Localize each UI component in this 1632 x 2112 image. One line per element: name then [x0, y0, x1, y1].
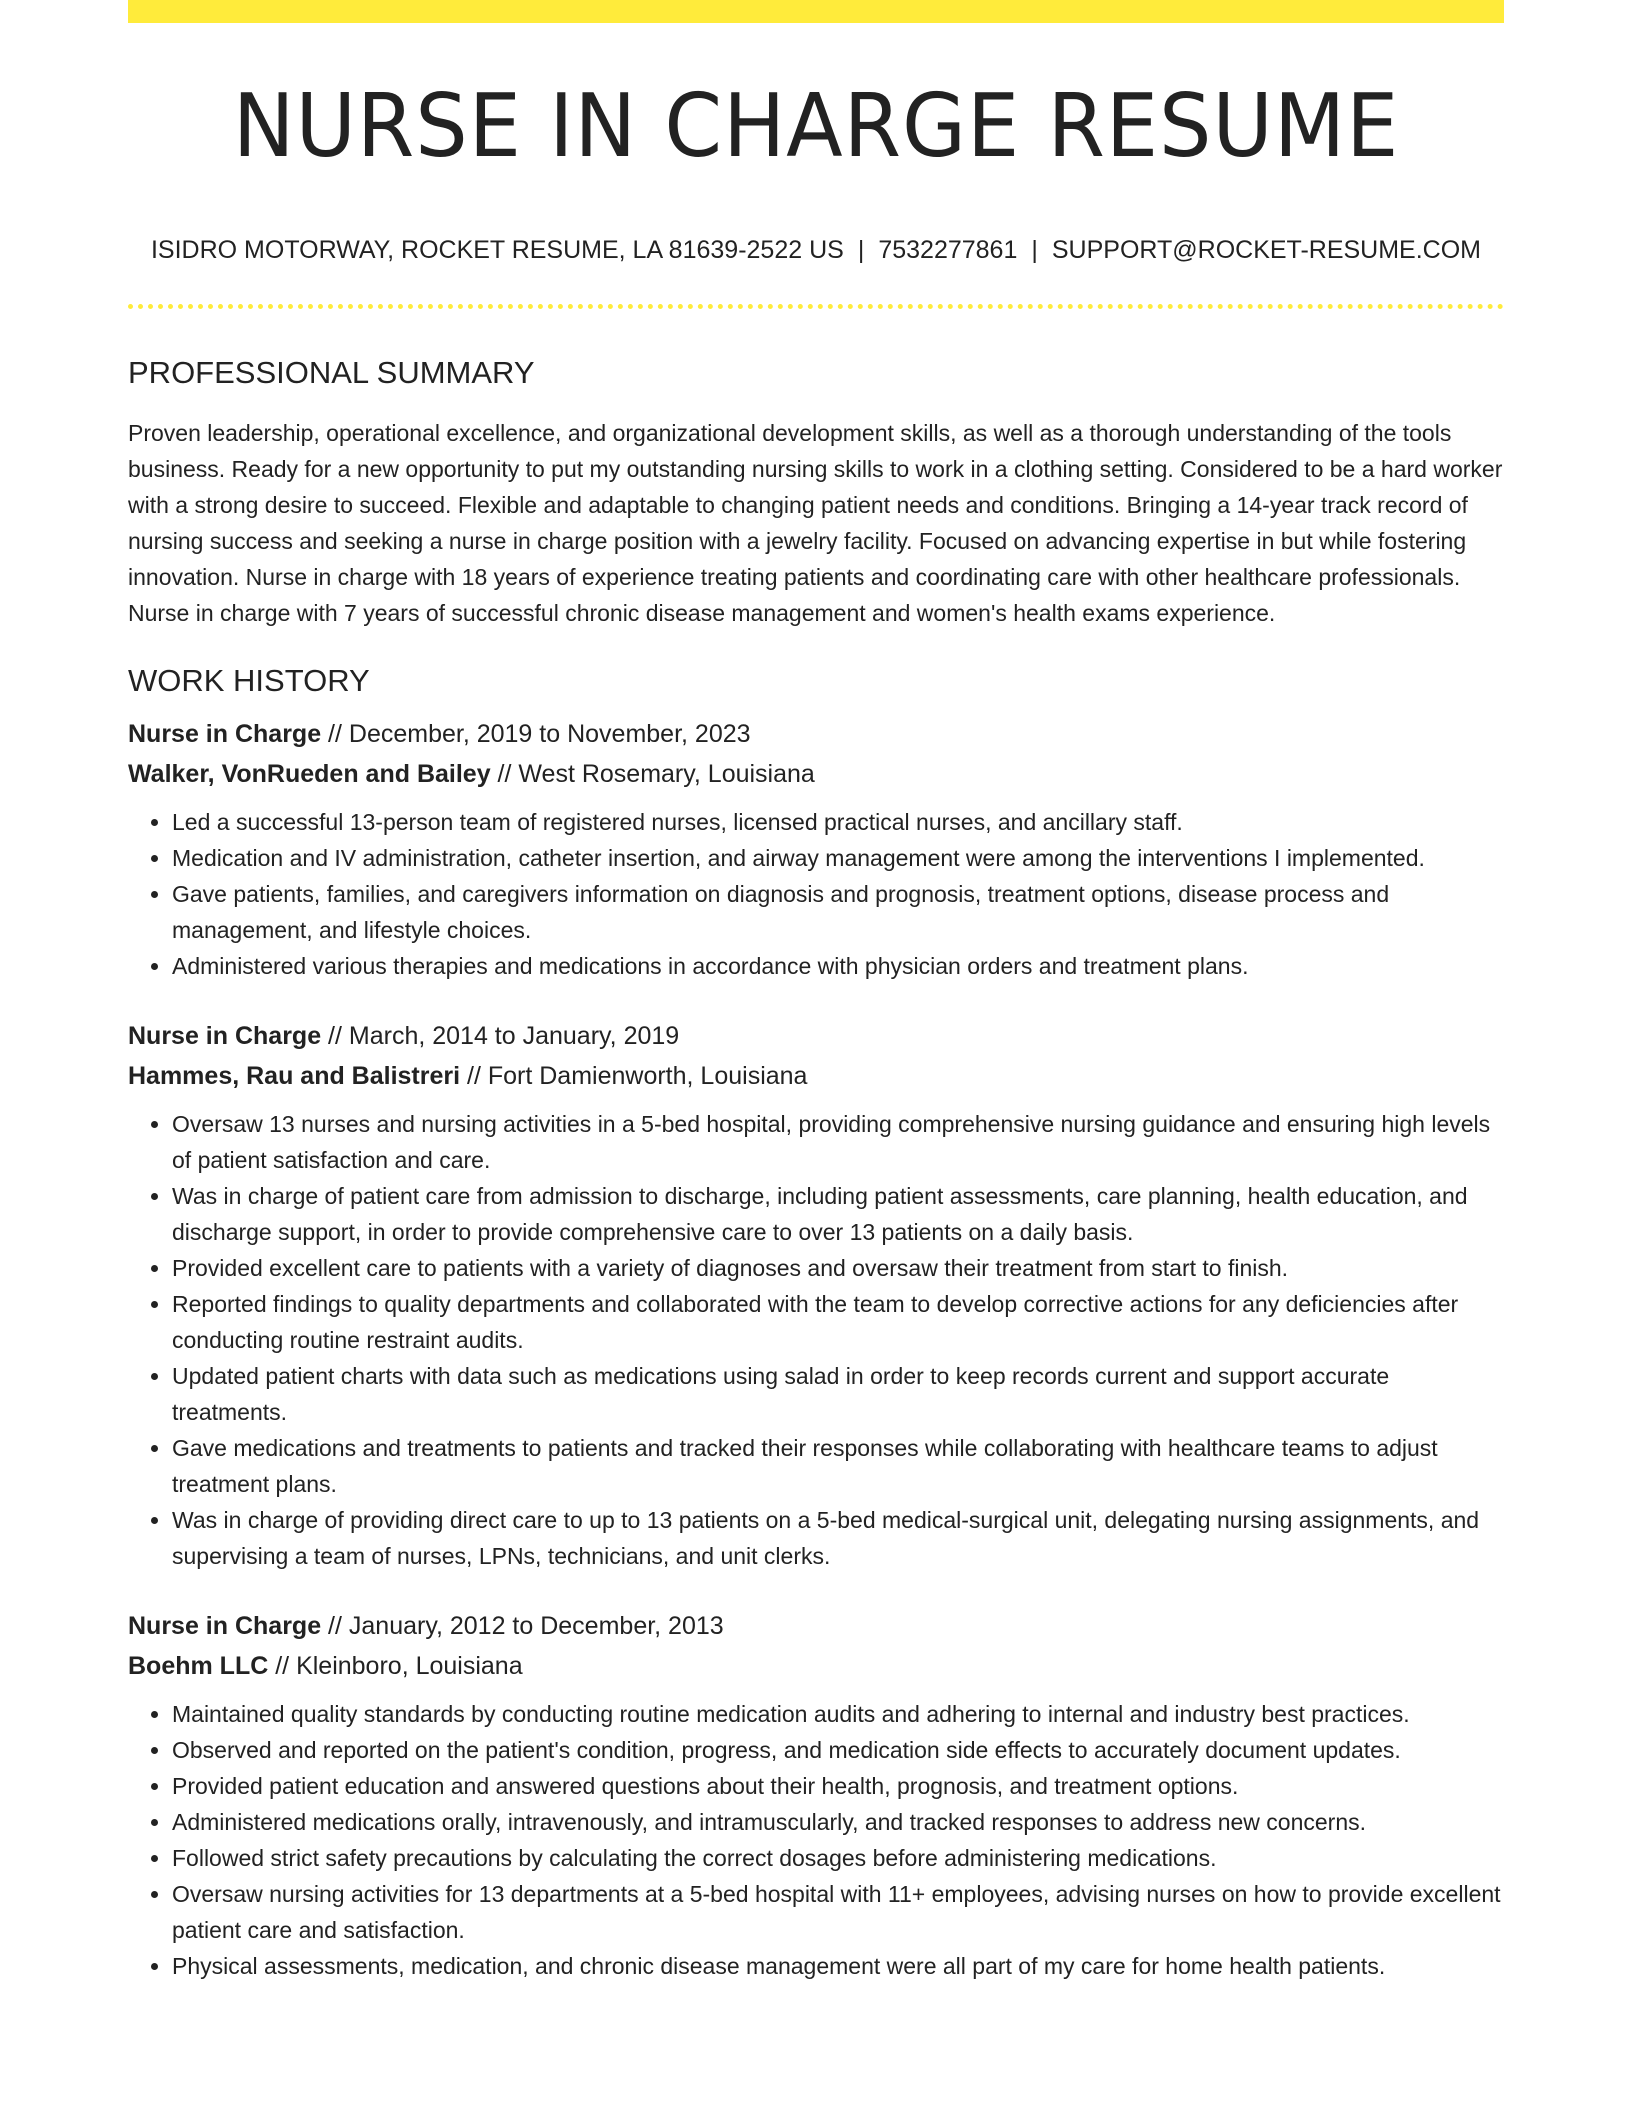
job-company-line: [128, 754, 1504, 794]
job-title-line: [128, 1016, 1504, 1056]
contact-separator: |: [857, 236, 865, 264]
job-bullet: • Administered medications orally, intravenously, and intramuscularly, and tracked responses to address new concerns.: [172, 1804, 1504, 1840]
job-company-line: [128, 1056, 1504, 1096]
job-location: // Kleinboro, Louisiana: [268, 1652, 523, 1680]
job-bullets: [128, 1106, 1504, 1574]
job-bullet: • Physical assessments, medication, and chronic disease management were all part of my care for home health patients.: [172, 1948, 1504, 1984]
job-bullet: • Was in charge of providing direct care to up to 13 patients on a 5-bed medical-surgical unit, delegating nursing assignments, and supervising a team of nurses, LPNs, technicians, and unit clerks.: [172, 1502, 1504, 1574]
job-bullet: • Provided excellent care to patients with a variety of diagnoses and oversaw their treatment from start to finish.: [172, 1250, 1504, 1286]
job-bullet: • Gave patients, families, and caregivers information on diagnosis and prognosis, treatment options, disease process and management, and lifestyle choices.: [172, 876, 1504, 948]
job-title: Nurse in Charge: [128, 1612, 322, 1640]
job-company: Walker, VonRueden and Bailey: [128, 760, 491, 788]
contact-address: ISIDRO MOTORWAY, ROCKET RESUME, LA 81639-2522 US: [150, 236, 844, 264]
contact-line: [128, 236, 1504, 265]
job-bullet: • Administered various therapies and medications in accordance with physician orders and treatment plans.: [172, 948, 1504, 984]
job-dates: // March, 2014 to January, 2019: [321, 1022, 680, 1050]
job-dates: // December, 2019 to November, 2023: [321, 720, 751, 748]
job-bullet: • Gave medications and treatments to patients and tracked their responses while collaborating with healthcare teams to adjust treatment plans.: [172, 1430, 1504, 1502]
job-bullet: • Medication and IV administration, catheter insertion, and airway management were among the interventions I implemented.: [172, 840, 1504, 876]
job-bullet: • Observed and reported on the patient's condition, progress, and medication side effects to accurately document updates.: [172, 1732, 1504, 1768]
job-bullet: • Updated patient charts with data such as medications using salad in order to keep records current and support accurate treatments.: [172, 1358, 1504, 1430]
job-dates: // January, 2012 to December, 2013: [321, 1612, 724, 1640]
job-company: Hammes, Rau and Balistreri: [128, 1062, 461, 1090]
job-title-line: [128, 714, 1504, 754]
top-accent-bar: [128, 0, 1504, 23]
job-entry: [128, 714, 1504, 984]
job-location: // Fort Damienworth, Louisiana: [460, 1062, 808, 1090]
job-bullet: • Maintained quality standards by conducting routine medication audits and adhering to internal and industry best practices.: [172, 1696, 1504, 1732]
job-bullet: • Led a successful 13-person team of registered nurses, licensed practical nurses, and ancillary staff.: [172, 804, 1504, 840]
job-bullet: • Followed strict safety precautions by calculating the correct dosages before administering medications.: [172, 1840, 1504, 1876]
job-bullet: • Oversaw 13 nurses and nursing activities in a 5-bed hospital, providing comprehensive nursing guidance and ensuring high levels of patient satisfaction and care.: [172, 1106, 1504, 1178]
job-company-line: [128, 1646, 1504, 1686]
dotted-divider: [128, 304, 1504, 309]
job-bullet: • Oversaw nursing activities for 13 departments at a 5-bed hospital with 11+ employees, advising nurses on how to provide excellent patient care and satisfaction.: [172, 1876, 1504, 1948]
job-bullet: • Was in charge of patient care from admission to discharge, including patient assessments, care planning, health education, and discharge support, in order to provide comprehensive care to over 13 patients on a daily basis.: [172, 1178, 1504, 1250]
job-entry: [128, 1606, 1504, 1984]
contact-email: SUPPORT@ROCKET-RESUME.COM: [1051, 236, 1482, 264]
job-title: Nurse in Charge: [128, 1022, 322, 1050]
contact-separator: |: [1031, 236, 1038, 264]
work-history-heading: WORK HISTORY: [128, 663, 370, 698]
summary-heading: PROFESSIONAL SUMMARY: [128, 355, 535, 390]
job-title: Nurse in Charge: [128, 720, 322, 748]
resume-page: [128, 0, 1504, 1984]
job-bullet: • Reported findings to quality departments and collaborated with the team to develop corrective actions for any deficiencies after conducting routine restraint audits.: [172, 1286, 1504, 1358]
resume-title: NURSE IN CHARGE RESUME: [232, 75, 1400, 177]
job-company: Boehm LLC: [128, 1652, 269, 1680]
job-title-line: [128, 1606, 1504, 1646]
job-bullet: • Provided patient education and answered questions about their health, prognosis, and treatment options.: [172, 1768, 1504, 1804]
job-bullets: [128, 1696, 1504, 1984]
job-location: // West Rosemary, Louisiana: [490, 760, 815, 788]
job-bullets: [128, 804, 1504, 984]
summary-text: Proven leadership, operational excellence, and organizational development skills, as well as a thorough understanding of the tools business. Ready for a new opportunity to put my outstanding nursing skills to work in a clothing setting. Considered to be a hard worker with a strong desire to succeed. Flexible and adaptable to changing patient needs and conditions. Bringing a 14-year track record of nursing success and seeking a nurse in charge position with a jewelry facility. Focused on advancing expertise in but while fostering innovation. Nurse in charge with 18 years of experience treating patients and coordinating care with other healthcare professionals. Nurse in charge with 7 years of successful chronic disease management and women's health exams experience.: [128, 420, 1503, 626]
job-entry: [128, 1016, 1504, 1574]
contact-phone: 7532277861: [878, 236, 1018, 264]
